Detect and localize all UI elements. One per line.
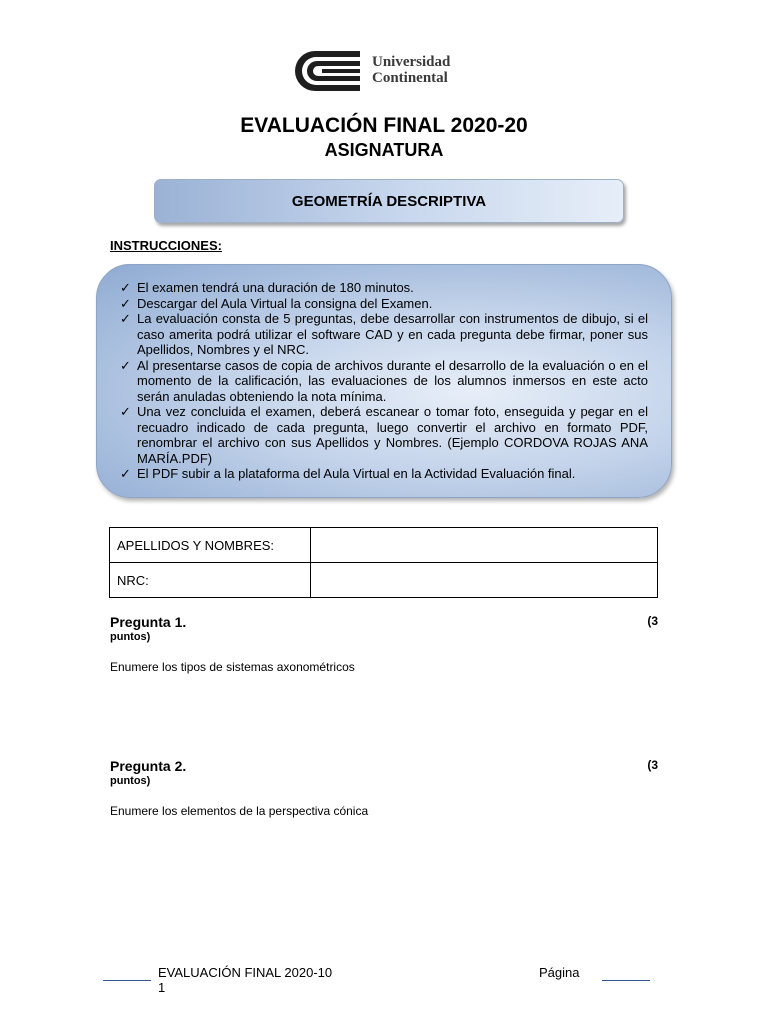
nrc-field[interactable] (311, 563, 658, 598)
question-2-title: Pregunta 2. (110, 758, 187, 774)
student-info-table (109, 527, 658, 598)
question-1-heading (110, 614, 658, 630)
footer-rule-right (602, 980, 650, 981)
logo-emblem-icon (294, 50, 364, 92)
question-1-text: Enumere los tipos de sistemas axonométricos (110, 660, 355, 674)
instruction-text: El examen tendrá una duración de 180 minutos. (137, 280, 414, 295)
footer-rule-left (103, 980, 151, 981)
instruction-item (120, 296, 648, 312)
question-1-title: Pregunta 1. (110, 614, 187, 630)
instructions-label: INSTRUCCIONES: (110, 238, 222, 253)
names-field[interactable] (311, 528, 658, 563)
names-label: APELLIDOS Y NOMBRES: (110, 528, 311, 563)
footer-page-label: Página (539, 965, 580, 980)
instruction-item (120, 311, 648, 358)
table-row (110, 528, 658, 563)
university-logo (294, 50, 479, 92)
instruction-text: Una vez concluida el examen, deberá escanear o tomar foto, enseguida y pegar en el recuadro indicado de cada pregunta, luego convertir el archivo en formato PDF, renombrar el archivo con sus Apellidos y Nombres. (Ejemplo CORDOVA ROJAS ANA MARÍA.PDF) (137, 404, 648, 466)
checkmark-icon: ✓ (120, 357, 131, 373)
instruction-text: La evaluación consta de 5 preguntas, debe desarrollar con instrumentos de dibujo, si el caso amerita podrá utilizar el software CAD y en cada pregunta debe firmar, poner sus Apellidos, Nombres y el NRC. (137, 311, 648, 357)
checkmark-icon: ✓ (120, 311, 131, 326)
footer-title (158, 965, 332, 995)
checkmark-icon: ✓ (120, 466, 131, 481)
question-2-points-unit: puntos) (110, 775, 151, 787)
question-1-points: (3 (647, 614, 658, 628)
question-2-heading (110, 758, 658, 774)
question-1-points-unit: puntos) (110, 631, 151, 643)
exam-subtitle: ASIGNATURA (324, 140, 444, 160)
instruction-item (120, 466, 648, 482)
course-name: GEOMETRÍA DESCRIPTIVA (291, 192, 487, 210)
question-2-points: (3 (647, 758, 658, 772)
checkmark-icon: ✓ (120, 295, 131, 311)
footer-title-line-2: 1 (158, 980, 166, 995)
logo-line-2: Continental (372, 70, 448, 86)
checkmark-icon: ✓ (120, 404, 131, 419)
instruction-text: Descargar del Aula Virtual la consigna del Examen. (137, 295, 433, 311)
logo-wordmark (372, 54, 450, 86)
instruction-text: El PDF subir a la plataforma del Aula Virtual en la Actividad Evaluación final. (137, 466, 576, 481)
footer-title-line-1: EVALUACIÓN FINAL 2020-10 (158, 965, 333, 980)
logo-line-1: Universidad (372, 54, 451, 70)
nrc-label: NRC: (110, 563, 311, 598)
question-2-text: Enumere los elementos de la perspectiva cónica (110, 804, 369, 818)
instruction-item (120, 358, 648, 405)
instruction-item (120, 404, 648, 466)
instruction-item (120, 280, 648, 296)
course-name-box (154, 179, 624, 223)
exam-title: EVALUACIÓN FINAL 2020-20 (240, 114, 528, 137)
instruction-text: Al presentarse casos de copia de archivos durante el desarrollo de la evaluación o en el momento de la calificación, las evaluaciones de los alumnos inmersos en este acto serán anuladas obteniendo la nota mínima. (137, 357, 648, 404)
table-row (110, 563, 658, 598)
checkmark-icon: ✓ (120, 280, 131, 295)
instructions-list (120, 280, 648, 482)
